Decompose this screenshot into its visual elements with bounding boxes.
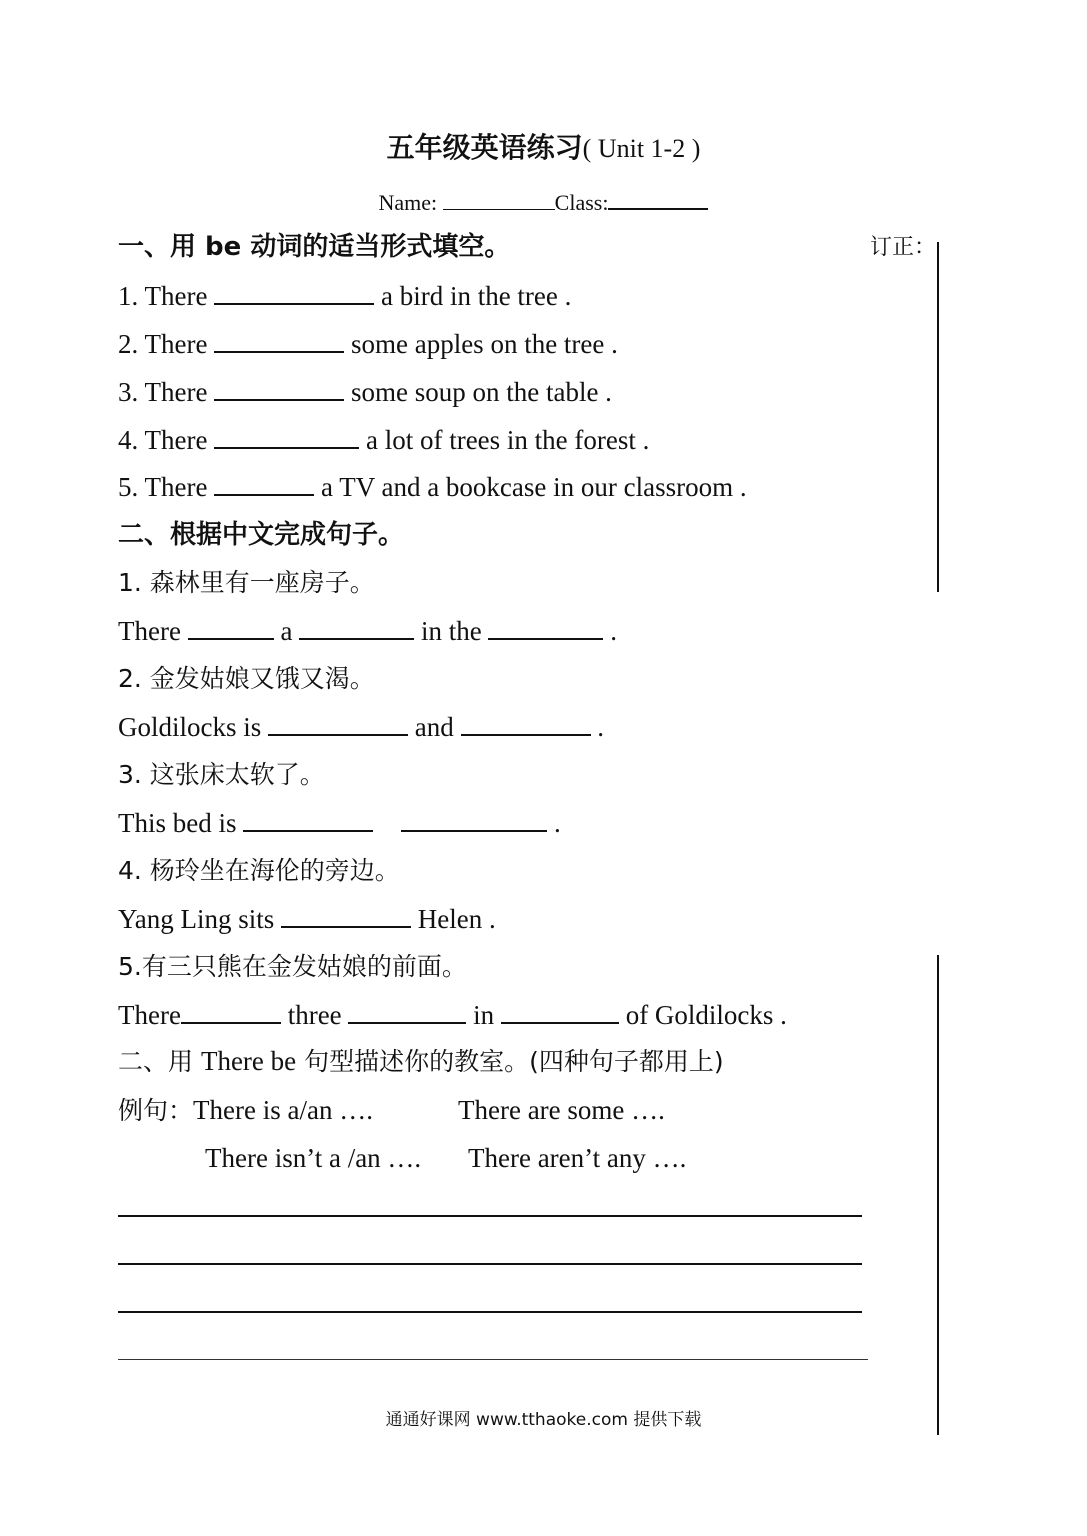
s1-item-1-post: a bird in the tree .	[374, 281, 572, 311]
writing-line-4[interactable]	[118, 1359, 868, 1360]
s1-item-4	[118, 422, 649, 458]
section1-heading: 一、用 be 动词的适当形式填空。	[118, 232, 511, 262]
s1-item-3-pre: 3. There	[118, 377, 215, 407]
s2-q2-blank2[interactable]	[461, 712, 591, 736]
s2-q2-c: .	[590, 712, 604, 742]
class-label: Class:	[554, 190, 609, 215]
s2-q4-blank1[interactable]	[281, 904, 411, 928]
s2-q5-blank3[interactable]	[501, 1000, 619, 1024]
example-row-1	[118, 1092, 373, 1129]
class-blank[interactable]	[608, 184, 708, 210]
s2-q1-d: .	[603, 616, 617, 646]
section3-heading-a: 二、用	[118, 1047, 201, 1076]
example-2: There are some ….	[458, 1095, 665, 1125]
title-unit: ( Unit 1-2 )	[582, 134, 701, 163]
s1-item-1	[118, 278, 571, 314]
s2-q1	[118, 613, 617, 649]
s2-q5-blank1[interactable]	[181, 1000, 281, 1024]
s2-q2	[118, 709, 604, 745]
s2-q3-a: This bed is	[118, 808, 244, 838]
s1-item-4-pre: 4. There	[118, 425, 215, 455]
s2-q1-blank3[interactable]	[488, 616, 603, 640]
s1-item-2-blank[interactable]	[214, 329, 344, 353]
s1-item-1-blank[interactable]	[214, 281, 374, 305]
s1-item-1-pre: 1. There	[118, 281, 215, 311]
s2-q1-a: There	[118, 616, 188, 646]
example-3: There isn’t a /an ….	[205, 1143, 422, 1173]
example-4: There aren’t any ….	[468, 1143, 687, 1173]
s2-q1-cn: 1. 森林里有一座房子。	[118, 568, 375, 597]
s1-item-3	[118, 374, 612, 410]
s1-item-2-pre: 2. There	[118, 329, 215, 359]
s1-item-2	[118, 326, 618, 362]
s2-q2-cn: 2. 金发姑娘又饿又渴。	[118, 664, 375, 693]
s1-item-2-post: some apples on the tree .	[344, 329, 618, 359]
example-1: There is a/an ….	[193, 1095, 373, 1125]
s2-q4	[118, 901, 496, 937]
page-title	[0, 128, 1087, 169]
s2-q5-d: of Goldilocks .	[618, 1000, 787, 1030]
s2-q5	[118, 997, 787, 1033]
s2-q2-b: and	[408, 712, 461, 742]
s2-q4-cn: 4. 杨玲坐在海伦的旁边。	[118, 856, 400, 885]
s1-item-5-pre: 5. There	[118, 472, 215, 502]
s2-q2-a: Goldilocks is	[118, 712, 269, 742]
s2-q3-blank1[interactable]	[243, 808, 373, 832]
s2-q1-blank1[interactable]	[188, 616, 274, 640]
footer-source: 通通好课网 www.tthaoke.com 提供下载	[385, 1410, 702, 1430]
writing-line-1[interactable]	[118, 1215, 862, 1217]
s2-q5-c: in	[466, 1000, 501, 1030]
name-blank[interactable]	[443, 185, 555, 210]
name-class-line	[0, 184, 1087, 219]
s2-q4-b: Helen .	[411, 904, 496, 934]
s2-q5-b: three	[280, 1000, 349, 1030]
s2-q5-a: There	[118, 1000, 181, 1030]
s1-item-5-blank[interactable]	[214, 472, 314, 496]
s2-q1-b: a	[273, 616, 300, 646]
example-label: 例句：	[118, 1096, 194, 1125]
s1-item-4-blank[interactable]	[214, 425, 359, 449]
s1-item-3-post: some soup on the table .	[344, 377, 612, 407]
s2-q5-cn: 5.有三只熊在金发姑娘的前面。	[118, 952, 467, 981]
s2-q3-cn: 3. 这张床太软了。	[118, 760, 325, 789]
s2-q1-blank2[interactable]	[299, 616, 414, 640]
section3-heading-c: 句型描述你的教室。(四种句子都用上)	[296, 1047, 724, 1076]
s2-q3	[118, 805, 561, 841]
s2-q1-c: in the	[414, 616, 489, 646]
s2-q3-blank2[interactable]	[401, 808, 547, 832]
section2-heading: 二、根据中文完成句子。	[118, 520, 405, 550]
correction-divider-top	[937, 242, 939, 592]
s2-q5-blank2[interactable]	[348, 1000, 466, 1024]
section3-heading-b: There be	[200, 1046, 297, 1076]
s2-q4-a: Yang Ling sits	[118, 904, 282, 934]
s2-q3-b: .	[547, 808, 561, 838]
title-cn: 五年级英语练习	[386, 131, 583, 164]
s1-item-4-post: a lot of trees in the forest .	[359, 425, 650, 455]
writing-line-3[interactable]	[118, 1311, 862, 1313]
s1-item-5	[118, 469, 747, 505]
s2-q2-blank1[interactable]	[268, 712, 408, 736]
correction-divider-bottom	[937, 955, 939, 1435]
s1-item-5-post: a TV and a bookcase in our classroom .	[314, 472, 747, 502]
writing-line-2[interactable]	[118, 1263, 862, 1265]
section3-heading	[118, 1043, 724, 1080]
s1-item-3-blank[interactable]	[214, 377, 344, 401]
name-label: Name:	[378, 190, 443, 215]
correction-label: 订正：	[870, 235, 937, 260]
